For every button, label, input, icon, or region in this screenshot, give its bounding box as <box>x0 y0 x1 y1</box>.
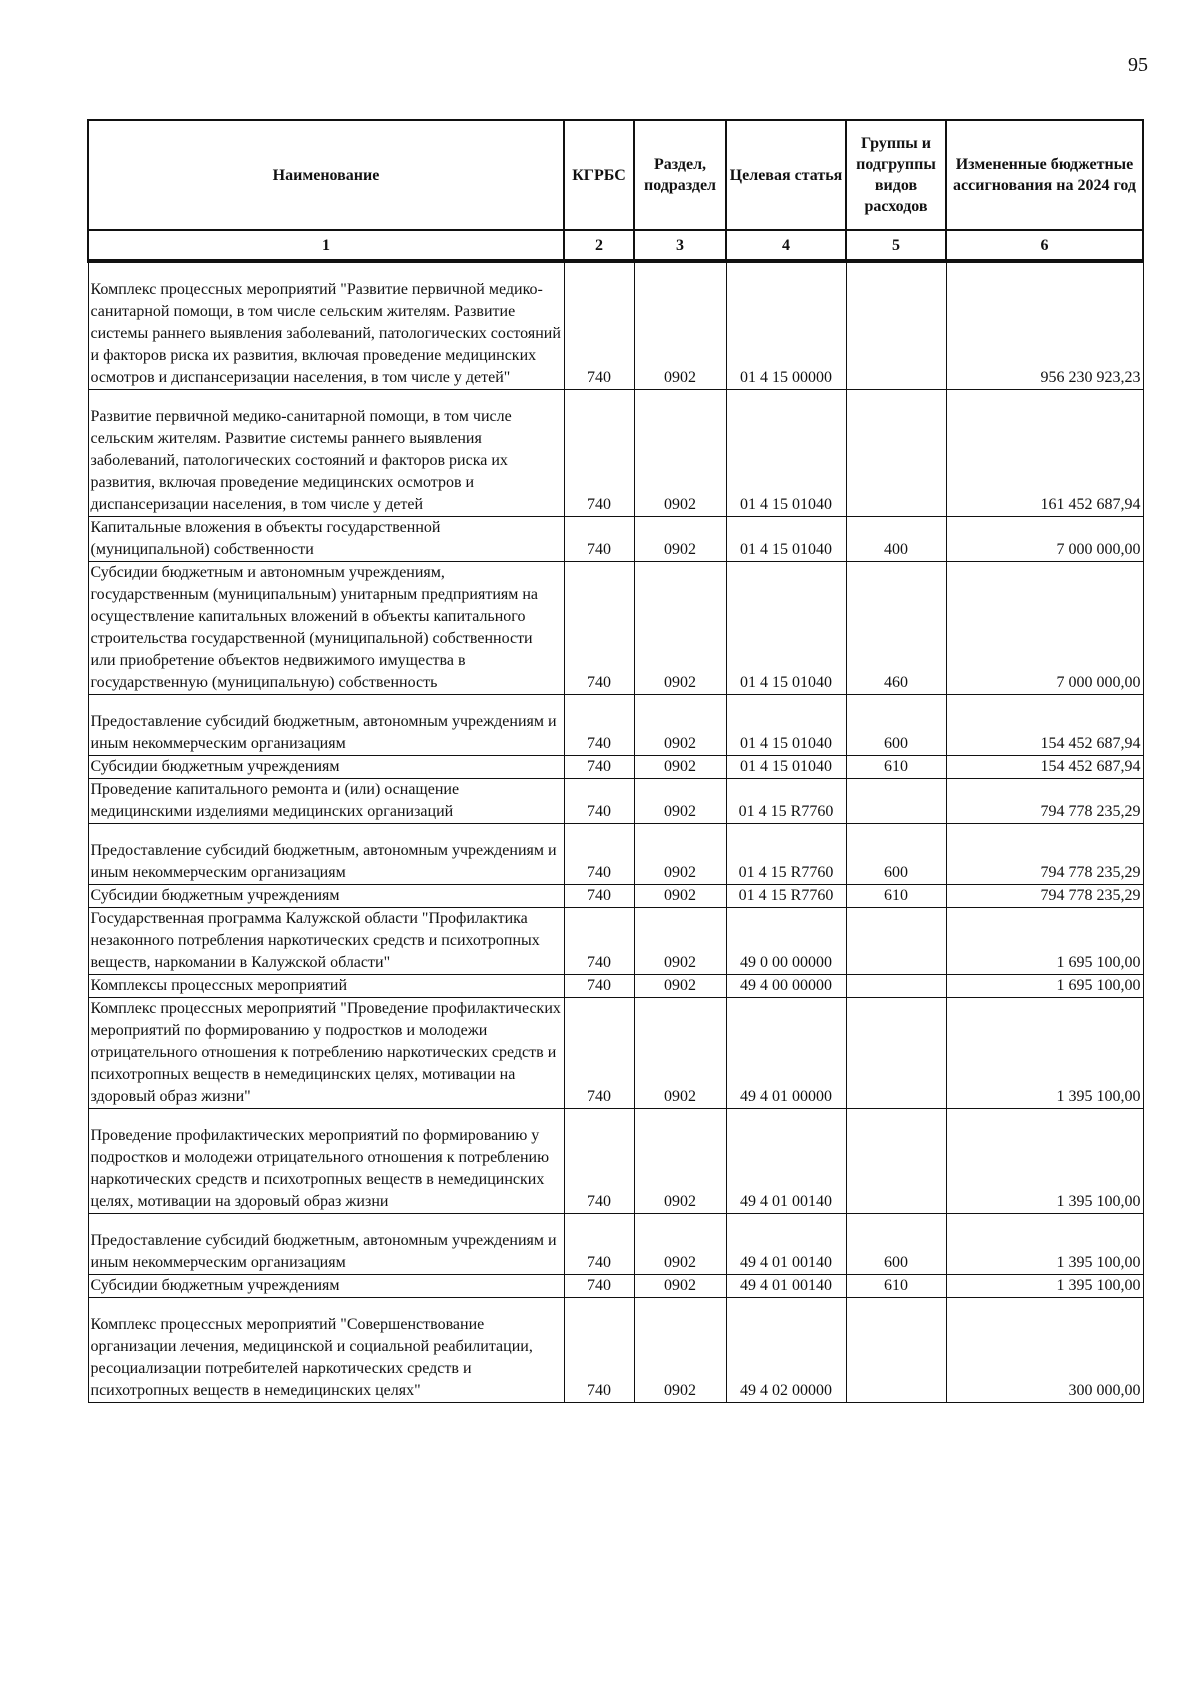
row-name: Субсидии бюджетным учреждениям <box>88 885 564 908</box>
row-razdel: 0902 <box>634 517 726 562</box>
column-number: 2 <box>564 230 634 261</box>
row-kgrbs: 740 <box>564 1298 634 1403</box>
row-groups <box>846 779 946 824</box>
row-razdel: 0902 <box>634 1275 726 1298</box>
header-razdel: Раздел, подраздел <box>634 120 726 230</box>
row-groups: 610 <box>846 1275 946 1298</box>
row-groups <box>846 1109 946 1214</box>
table-row <box>88 390 1143 517</box>
column-number-row <box>88 230 1143 261</box>
row-name: Предоставление субсидий бюджетным, автономным учреждениям и иным некоммерческим организациям <box>88 824 564 885</box>
table-row <box>88 1298 1143 1403</box>
header-groups: Группы и подгруппы видов расходов <box>846 120 946 230</box>
table-row <box>88 261 1143 390</box>
row-kgrbs: 740 <box>564 695 634 756</box>
row-sum: 956 230 923,23 <box>946 261 1143 390</box>
row-celev: 01 4 15 R7760 <box>726 824 846 885</box>
table-row <box>88 517 1143 562</box>
table-row <box>88 885 1143 908</box>
row-name: Комплекс процессных мероприятий "Развитие первичной медико-санитарной помощи, в том числе сельским жителям. Развитие системы раннего выявления заболеваний, патологических состояний и факторов риска их развития, включая проведение медицинских осмотров и диспансеризации населения, в том числе у детей" <box>88 261 564 390</box>
row-sum: 794 778 235,29 <box>946 779 1143 824</box>
row-name: Предоставление субсидий бюджетным, автономным учреждениям и иным некоммерческим организациям <box>88 695 564 756</box>
row-razdel: 0902 <box>634 1298 726 1403</box>
row-kgrbs: 740 <box>564 390 634 517</box>
header-row <box>88 120 1143 230</box>
row-celev: 01 4 15 01040 <box>726 562 846 695</box>
table-row <box>88 824 1143 885</box>
header-celev: Целевая статья <box>726 120 846 230</box>
row-razdel: 0902 <box>634 908 726 975</box>
row-sum: 154 452 687,94 <box>946 756 1143 779</box>
row-groups <box>846 390 946 517</box>
row-groups: 400 <box>846 517 946 562</box>
row-kgrbs: 740 <box>564 517 634 562</box>
row-razdel: 0902 <box>634 998 726 1109</box>
row-groups: 610 <box>846 885 946 908</box>
row-sum: 300 000,00 <box>946 1298 1143 1403</box>
header-name: Наименование <box>88 120 564 230</box>
row-name: Субсидии бюджетным и автономным учреждениям, государственным (муниципальным) унитарным предприятиям на осуществление капитальных вложений в объекты капитального строительства государственной (муниципальной) собственности или приобретение объектов недвижимого имущества в государственную (муниципальную) собственность <box>88 562 564 695</box>
row-razdel: 0902 <box>634 390 726 517</box>
table-row <box>88 998 1143 1109</box>
row-sum: 1 695 100,00 <box>946 908 1143 975</box>
row-sum: 1 695 100,00 <box>946 975 1143 998</box>
row-razdel: 0902 <box>634 1109 726 1214</box>
row-name: Субсидии бюджетным учреждениям <box>88 756 564 779</box>
row-sum: 161 452 687,94 <box>946 390 1143 517</box>
row-kgrbs: 740 <box>564 779 634 824</box>
budget-table <box>87 119 1144 1403</box>
row-name: Комплекс процессных мероприятий "Совершенствование организации лечения, медицинской и социальной реабилитации, ресоциализации потребителей наркотических средств и психотропных веществ в немедицинских целях" <box>88 1298 564 1403</box>
row-razdel: 0902 <box>634 824 726 885</box>
row-name: Предоставление субсидий бюджетным, автономным учреждениям и иным некоммерческим организациям <box>88 1214 564 1275</box>
row-celev: 49 4 02 00000 <box>726 1298 846 1403</box>
row-groups: 600 <box>846 1214 946 1275</box>
column-number: 4 <box>726 230 846 261</box>
row-kgrbs: 740 <box>564 261 634 390</box>
row-sum: 7 000 000,00 <box>946 517 1143 562</box>
row-celev: 49 4 01 00140 <box>726 1275 846 1298</box>
row-razdel: 0902 <box>634 695 726 756</box>
row-celev: 49 4 00 00000 <box>726 975 846 998</box>
row-kgrbs: 740 <box>564 908 634 975</box>
row-kgrbs: 740 <box>564 885 634 908</box>
row-name: Проведение профилактических мероприятий по формированию у подростков и молодежи отрицательного отношения к потреблению наркотических средств и психотропных веществ в немедицинских целях, мотивации на здоровый образ жизни <box>88 1109 564 1214</box>
table-row <box>88 1214 1143 1275</box>
row-sum: 7 000 000,00 <box>946 562 1143 695</box>
row-sum: 1 395 100,00 <box>946 1214 1143 1275</box>
row-kgrbs: 740 <box>564 562 634 695</box>
row-kgrbs: 740 <box>564 1275 634 1298</box>
row-name: Комплекс процессных мероприятий "Проведение профилактических мероприятий по формированию у подростков и молодежи отрицательного отношения к потреблению наркотических средств и психотропных веществ в немедицинских целях, мотивации на здоровый образ жизни" <box>88 998 564 1109</box>
row-sum: 1 395 100,00 <box>946 998 1143 1109</box>
row-name: Капитальные вложения в объекты государственной (муниципальной) собственности <box>88 517 564 562</box>
row-kgrbs: 740 <box>564 998 634 1109</box>
row-razdel: 0902 <box>634 756 726 779</box>
row-groups <box>846 261 946 390</box>
table-row <box>88 975 1143 998</box>
row-groups: 460 <box>846 562 946 695</box>
row-celev: 01 4 15 01040 <box>726 390 846 517</box>
row-name: Развитие первичной медико-санитарной помощи, в том числе сельским жителям. Развитие системы раннего выявления заболеваний, патологических состояний и факторов риска их развития, включая проведение медицинских осмотров и диспансеризации населения, в том числе у детей <box>88 390 564 517</box>
row-kgrbs: 740 <box>564 756 634 779</box>
row-name: Государственная программа Калужской области "Профилактика незаконного потребления наркотических средств и психотропных веществ, наркомании в Калужской области" <box>88 908 564 975</box>
page-number: 95 <box>1128 54 1148 76</box>
row-name: Субсидии бюджетным учреждениям <box>88 1275 564 1298</box>
row-kgrbs: 740 <box>564 824 634 885</box>
row-razdel: 0902 <box>634 975 726 998</box>
column-number: 1 <box>88 230 564 261</box>
row-sum: 1 395 100,00 <box>946 1275 1143 1298</box>
row-groups <box>846 975 946 998</box>
row-groups: 600 <box>846 695 946 756</box>
row-razdel: 0902 <box>634 885 726 908</box>
table-row <box>88 562 1143 695</box>
table-row <box>88 779 1143 824</box>
row-celev: 49 4 01 00000 <box>726 998 846 1109</box>
row-razdel: 0902 <box>634 261 726 390</box>
row-razdel: 0902 <box>634 562 726 695</box>
row-sum: 794 778 235,29 <box>946 885 1143 908</box>
row-celev: 01 4 15 R7760 <box>726 779 846 824</box>
row-razdel: 0902 <box>634 1214 726 1275</box>
row-razdel: 0902 <box>634 779 726 824</box>
row-celev: 01 4 15 01040 <box>726 695 846 756</box>
row-kgrbs: 740 <box>564 1214 634 1275</box>
row-groups: 610 <box>846 756 946 779</box>
row-groups <box>846 998 946 1109</box>
row-sum: 154 452 687,94 <box>946 695 1143 756</box>
table-row <box>88 1275 1143 1298</box>
row-celev: 49 4 01 00140 <box>726 1214 846 1275</box>
row-celev: 49 0 00 00000 <box>726 908 846 975</box>
column-number: 6 <box>946 230 1143 261</box>
row-groups <box>846 1298 946 1403</box>
table-row <box>88 1109 1143 1214</box>
row-groups: 600 <box>846 824 946 885</box>
row-celev: 01 4 15 00000 <box>726 261 846 390</box>
header-kgrbs: КГРБС <box>564 120 634 230</box>
column-number: 3 <box>634 230 726 261</box>
row-celev: 49 4 01 00140 <box>726 1109 846 1214</box>
row-celev: 01 4 15 R7760 <box>726 885 846 908</box>
row-groups <box>846 908 946 975</box>
row-kgrbs: 740 <box>564 1109 634 1214</box>
table-row <box>88 756 1143 779</box>
row-celev: 01 4 15 01040 <box>726 756 846 779</box>
column-number: 5 <box>846 230 946 261</box>
table-row <box>88 695 1143 756</box>
row-name: Проведение капитального ремонта и (или) оснащение медицинскими изделиями медицинских организаций <box>88 779 564 824</box>
table-row <box>88 908 1143 975</box>
row-name: Комплексы процессных мероприятий <box>88 975 564 998</box>
row-sum: 1 395 100,00 <box>946 1109 1143 1214</box>
header-sum: Измененные бюджетные ассигнования на 2024 год <box>946 120 1143 230</box>
row-sum: 794 778 235,29 <box>946 824 1143 885</box>
row-celev: 01 4 15 01040 <box>726 517 846 562</box>
row-kgrbs: 740 <box>564 975 634 998</box>
